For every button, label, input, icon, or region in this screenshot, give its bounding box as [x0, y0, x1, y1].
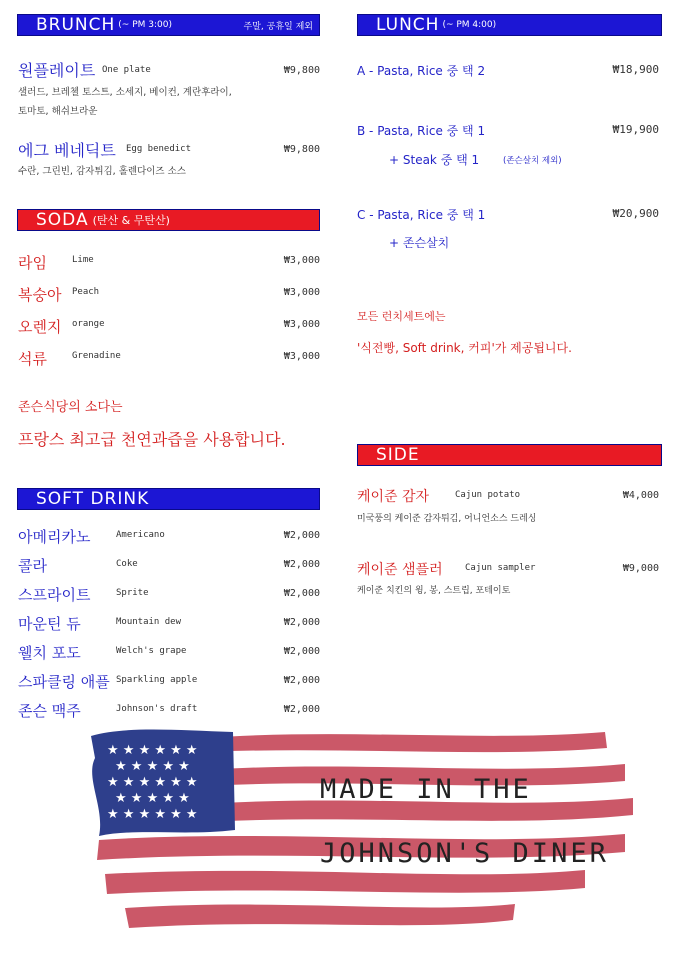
item-name-en: Cajun potato	[455, 490, 521, 500]
lunch-note-line2: '식전빵, Soft drink, 커피'가 제공됩니다.	[357, 341, 572, 355]
list-item	[18, 613, 323, 635]
side-title: SIDE	[376, 445, 420, 465]
soda-title: SODA	[36, 210, 89, 230]
american-flag-illustration	[85, 718, 665, 948]
item-desc: 케이준 치킨의 윙, 봉, 스트립, 포테이토	[357, 586, 511, 596]
item-price: ₩2,000	[283, 646, 320, 657]
item-name-ko: 존슨 맥주	[18, 702, 81, 720]
item-name-en: Mountain dew	[116, 617, 182, 627]
item-price: ₩3,000	[283, 287, 320, 298]
soft-drink-title: SOFT DRINK	[36, 489, 150, 509]
item-name-en: Coke	[116, 559, 138, 569]
soft-drink-banner	[17, 488, 320, 510]
item-desc-line1: 샐러드, 브레첼 토스트, 소세지, 베이컨, 계란후라이,	[18, 87, 232, 98]
soda-subtitle: (탄산 & 무탄산)	[92, 214, 170, 227]
item-desc: 미국풍의 케이준 감자튀김, 어니언소스 드레싱	[357, 514, 537, 524]
lunch-banner	[357, 14, 662, 36]
svg-text:★ ★ ★ ★ ★: ★ ★ ★ ★ ★	[115, 759, 190, 774]
item-price: ₩9,000	[622, 563, 659, 574]
item-name-ko: 석류	[18, 350, 47, 368]
soda-banner	[17, 209, 320, 231]
list-item	[18, 252, 323, 274]
list-item	[18, 555, 323, 577]
item-name-en: Americano	[116, 530, 165, 540]
lunch-set-line1: B - Pasta, Rice 중 택 1	[357, 124, 486, 138]
list-item	[18, 284, 323, 306]
item-price: ₩2,000	[283, 617, 320, 628]
item-price: ₩9,800	[283, 144, 320, 155]
soda-note-line1: 존슨식당의 소다는	[18, 400, 123, 415]
list-item	[18, 584, 323, 606]
brunch-banner	[17, 14, 320, 36]
item-price: ₩3,000	[283, 351, 320, 362]
lunch-note-line1: 모든 런치세트에는	[357, 310, 446, 323]
item-name-ko: 케이준 샘플러	[357, 562, 443, 578]
item-price: ₩2,000	[283, 704, 320, 715]
svg-text:★ ★ ★ ★ ★ ★: ★ ★ ★ ★ ★ ★	[107, 775, 198, 790]
soda-note-line2: 프랑스 최고급 천연과즙을 사용합니다.	[18, 430, 286, 449]
item-price: ₩2,000	[283, 675, 320, 686]
item-name-ko: 스파클링 애플	[18, 673, 110, 691]
lunch-set-line2-note: (존슨살치 제외)	[503, 156, 562, 166]
item-name-ko: 오렌지	[18, 318, 62, 336]
list-item	[18, 316, 323, 338]
item-name-ko: 마운틴 듀	[18, 615, 81, 633]
list-item	[18, 642, 323, 664]
lunch-set-price: ₩20,900	[612, 207, 659, 220]
footer-line2: JOHNSON'S DINER	[320, 838, 609, 869]
item-price: ₩3,000	[283, 255, 320, 266]
list-item	[18, 348, 323, 370]
item-name-en: One plate	[102, 65, 151, 75]
item-desc-line2: 토마토, 해쉬브라운	[18, 106, 98, 117]
flag-stars	[107, 743, 198, 822]
brunch-note: 주말, 공휴일 제외	[243, 21, 313, 32]
brunch-hours: (~ PM 3:00)	[118, 20, 172, 30]
lunch-set-line2: + 존슨살치	[389, 236, 450, 250]
item-name-ko: 라임	[18, 254, 47, 272]
lunch-set-line1: A - Pasta, Rice 중 택 2	[357, 64, 486, 78]
item-name-en: Lime	[72, 255, 94, 265]
item-desc-line1: 수란, 그린빈, 감자튀김, 홀렌다이즈 소스	[18, 166, 186, 177]
item-name-ko: 복숭아	[18, 286, 62, 304]
svg-text:★ ★ ★ ★ ★ ★: ★ ★ ★ ★ ★ ★	[107, 807, 198, 822]
item-name-ko: 에그 베네딕트	[18, 141, 116, 160]
item-name-en: Sprite	[116, 588, 149, 598]
item-name-ko: 케이준 감자	[357, 489, 430, 505]
lunch-title: LUNCH	[376, 15, 440, 35]
item-name-en: Peach	[72, 287, 100, 297]
item-name-en: Grenadine	[72, 351, 121, 361]
item-name-ko: 콜라	[18, 557, 47, 575]
item-name-ko: 웰치 포도	[18, 644, 81, 662]
item-name-en: orange	[72, 319, 105, 329]
lunch-set-price: ₩18,900	[612, 63, 659, 76]
item-name-ko: 스프라이트	[18, 586, 91, 604]
list-item	[18, 671, 323, 693]
item-name-en: Sparkling apple	[116, 675, 198, 685]
brunch-title: BRUNCH	[36, 15, 116, 35]
item-name-ko: 원플레이트	[18, 61, 96, 80]
lunch-set-line1: C - Pasta, Rice 중 택 1	[357, 208, 486, 222]
svg-text:★ ★ ★ ★ ★ ★: ★ ★ ★ ★ ★ ★	[107, 743, 198, 758]
item-price: ₩9,800	[283, 65, 320, 76]
item-name-en: Egg benedict	[126, 144, 192, 154]
item-price: ₩2,000	[283, 588, 320, 599]
item-price: ₩2,000	[283, 559, 320, 570]
footer-line1: MADE IN THE	[320, 774, 532, 805]
svg-text:★ ★ ★ ★ ★: ★ ★ ★ ★ ★	[115, 791, 190, 806]
item-name-en: Johnson's draft	[116, 704, 198, 714]
lunch-hours: (~ PM 4:00)	[442, 20, 497, 30]
side-banner	[357, 444, 662, 466]
lunch-set-line2: + Steak 중 택 1	[389, 153, 480, 167]
item-price: ₩4,000	[622, 490, 659, 501]
list-item	[18, 526, 323, 548]
item-price: ₩2,000	[283, 530, 320, 541]
item-name-en: Welch's grape	[116, 646, 187, 656]
item-name-ko: 아메리카노	[18, 528, 91, 546]
item-name-en: Cajun sampler	[465, 563, 536, 573]
item-price: ₩3,000	[283, 319, 320, 330]
lunch-set-price: ₩19,900	[612, 123, 659, 136]
